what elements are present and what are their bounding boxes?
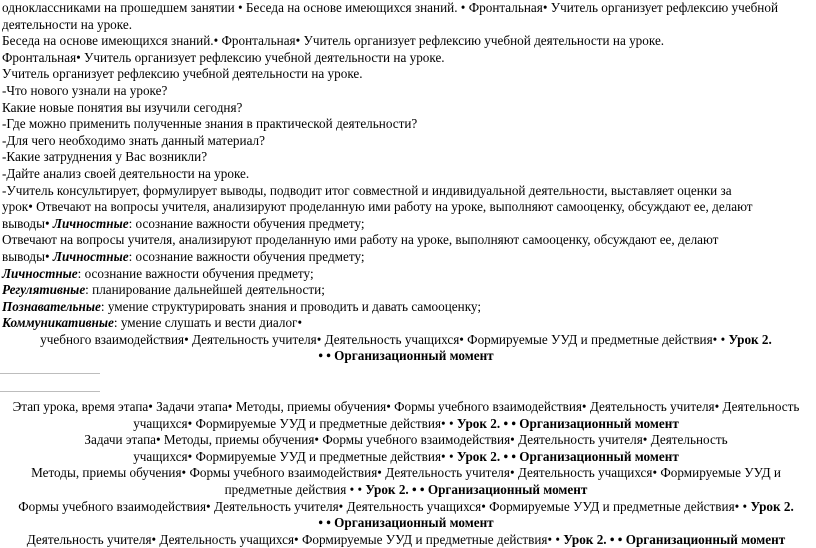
text-line: -Где можно применить полученные знания в практической деятельности? [2, 116, 418, 132]
line-text: учащихся• Формируемые УУД и предметные действия• • [133, 448, 457, 464]
text-line [0, 249, 812, 266]
text-line [0, 282, 812, 299]
line-text: Задачи этапа• Методы, приемы обучения• Формы учебного взаимодействия• Деятельность учителя• Деятельность [84, 432, 728, 448]
lesson-title: Урок 2. [728, 331, 772, 347]
skill-label: Личностные [2, 265, 78, 281]
stage-title: • • Организационный момент [318, 348, 494, 364]
line-text: Формы учебного взаимодействия• Деятельность учителя• Деятельность учащихся• Формируемые УУД и предметные действия• • [18, 498, 751, 514]
divider [0, 365, 812, 399]
text-line [0, 315, 812, 332]
text-line [0, 499, 812, 516]
line-text: : осознание важности обучения предмету; [128, 248, 365, 264]
line-text: : осознание важности обучения предмету; [77, 265, 314, 281]
text-line: -Какие затруднения у Вас возникли? [2, 149, 208, 165]
text-line: -Что нового узнали на уроке? [2, 82, 168, 98]
line-text: выводы• [2, 248, 53, 264]
text-line: -Для чего необходимо знать данный материал? [2, 132, 265, 148]
line-text: учащихся• Формируемые УУД и предметные действия• • [133, 415, 457, 431]
skill-label: Личностные [52, 215, 129, 231]
text-line: Учитель организует рефлексию учебной деятельности на уроке. [2, 66, 363, 82]
line-bold: Урок 2. • • Организационный момент [365, 482, 588, 498]
text-line: Какие новые понятия вы изучили сегодня? [2, 99, 243, 115]
line-bold: Урок 2. • • Организационный момент [563, 531, 786, 547]
skill-label: Личностные [52, 248, 129, 264]
text-line: одноклассниками на прошедшем занятии • Беседа на основе имеющихся знаний. • Фронтальная• Учитель организует рефлексию учебной [2, 0, 779, 15]
divider-line [0, 373, 100, 374]
text-line [0, 199, 812, 216]
line-text: : осознание важности обучения предмету; [128, 215, 365, 231]
line-text: Этап урока, время этапа• Задачи этапа• Методы, приемы обучения• Формы учебного взаимодействия• Деятельность учителя• Деятельность [12, 399, 800, 415]
skill-label: Регулятивные [2, 282, 86, 298]
text-line [0, 232, 812, 249]
line-text: выводы• [2, 215, 53, 231]
line-text: : умение слушать и вести диалог• [113, 315, 303, 331]
divider-line [0, 391, 100, 392]
text-line [0, 348, 812, 365]
line-text: учебного взаимодействия• Деятельность учителя• Деятельность учащихся• Формируемые УУД и предметные действия• • [40, 331, 729, 347]
text-line [0, 266, 812, 283]
line-text: : планирование дальнейшей деятельности; [85, 282, 325, 298]
line-bold: Урок 2. • • Организационный момент [456, 415, 679, 431]
line-bold: Урок 2. • • Организационный момент [456, 448, 679, 464]
text-line [0, 515, 812, 532]
line-text: предметные действия • • [224, 482, 366, 498]
text-line: Фронтальная• Учитель организует рефлексию учебной деятельности на уроке. [2, 49, 445, 65]
text-line: деятельности на уроке. [2, 16, 133, 32]
text-line [0, 299, 812, 316]
text-line [0, 332, 812, 349]
line-bold: Урок 2. [750, 498, 794, 514]
line-bold: • • Организационный момент [318, 515, 494, 531]
line-text: Отвечают на вопросы учителя, анализируют проделанную ими работу на уроке, выполняют самооценку, обсуждают ее, делают [2, 232, 719, 248]
skill-label: Коммуникативные [2, 315, 114, 331]
line-text: Деятельность учителя• Деятельность учащихся• Формируемые УУД и предметные действия• • [26, 531, 564, 547]
text-line [0, 449, 812, 466]
text-line [0, 482, 812, 499]
text-line [0, 399, 812, 416]
text-line [0, 432, 812, 449]
text-line [0, 465, 812, 482]
text-line: Беседа на основе имеющихся знаний.• Фронтальная• Учитель организует рефлексию учебной деятельности на уроке. [2, 33, 665, 49]
text-line: -Учитель консультирует, формулирует выводы, подводит итог совместной и индивидуальной деятельности, выставляет оценки за [2, 182, 732, 198]
text-line [0, 216, 812, 233]
text-line [0, 416, 812, 433]
text-line [0, 532, 812, 548]
line-text: Методы, приемы обучения• Формы учебного взаимодействия• Деятельность учителя• Деятельность учащихся• Формируемые УУД и [31, 465, 781, 481]
text-line: -Дайте анализ своей деятельности на уроке. [2, 165, 250, 181]
line-text: : умение структурировать знания и проводить и давать самооценку; [100, 298, 482, 314]
skill-label: Познавательные [2, 298, 101, 314]
line-text: урок• Отвечают на вопросы учителя, анализируют проделанную ими работу на уроке, выполняют самооценку, обсуждают ее, делают [2, 199, 753, 215]
